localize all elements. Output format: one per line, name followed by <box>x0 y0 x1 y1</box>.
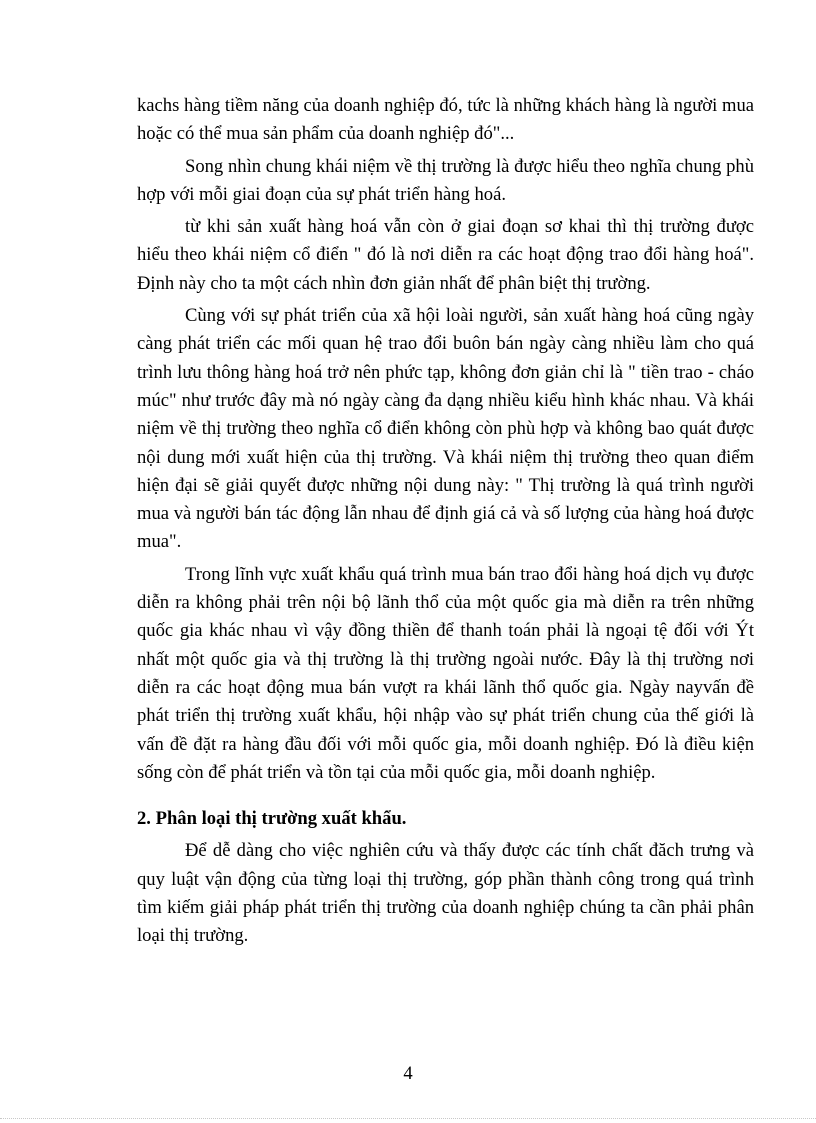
paragraph-classic-concept: từ khi sản xuất hàng hoá vẫn còn ở giai đoạn sơ khai thì thị trường được hiểu theo khái niệm cổ điển " đó là nơi diễn ra các hoạt động trao đổi hàng hoá". Định này cho ta một cách nhìn đơn giản nhất để phân biệt thị trường. <box>137 216 754 294</box>
section-heading: 2. Phân loại thị trường xuất khẩu. <box>137 808 407 830</box>
paragraph-general-concept: Song nhìn chung khái niệm về thị trường là được hiểu theo nghĩa chung phù hợp với mỗi giai đoạn của sự phát triển hàng hoá. <box>137 155 754 205</box>
paragraph-continuation: kachs hàng tiềm năng của doanh nghiệp đó, tức là những khách hàng là người mua hoặc có thể mua sản phẩm của doanh nghiệp đó"... <box>137 95 754 145</box>
page-divider <box>0 1118 816 1119</box>
paragraph-classification: Để dễ dàng cho việc nghiên cứu và thấy được các tính chất đăch trưng và quy luật vận động của từng loại thị trường, góp phần thành công trong quá trình tìm kiếm giải pháp phát triển thị trường của doanh nghiệp chúng ta cần phải phân loại thị trường. <box>137 840 754 947</box>
page-number: 4 <box>403 1063 413 1084</box>
paragraph-export-market: Trong lĩnh vực xuất khẩu quá trình mua bán trao đổi hàng hoá dịch vụ được diễn ra không phải trên nội bộ lãnh thổ của một quốc gia mà diễn ra trên những quốc gia khác nhau vì vậy đồng thiền để thanh toán phải là ngoại tệ đối với Ýt nhất một quốc gia và thị trường là thị trường ngoài nước. Đây là thị trường nơi diễn ra các hoạt động mua bán vượt ra khái lãnh thổ quốc gia. Ngày nayvấn đề phát triển thị trường xuất khẩu, hội nhập vào sự phát triển chung của thế giới là vấn đề đặt ra hàng đầu đối với mỗi quốc gia, mỗi doanh nghiệp. Đó là điều kiện sống còn để phát triển và tồn tại của mỗi quốc gia, mỗi doanh nghiệp. <box>137 563 754 783</box>
page-content <box>137 92 754 951</box>
paragraph-modern-concept: Cùng với sự phát triển của xã hội loài người, sản xuất hàng hoá cũng ngày càng phát triển các mối quan hệ trao đổi buôn bán ngày càng nhiều làm cho quá trình lưu thông hàng hoá trở nên phức tạp, không đơn giản chỉ là " tiền trao - cháo múc" như trước đây mà nó ngày càng đa dạng nhiều kiểu hình khác nhau. Và khái niệm về thị trường theo nghĩa cổ điển không còn phù hợp và không bao quát được nội dung mới xuất hiện của thị trường. Và khái niệm thị trường theo quan điểm hiện đại sẽ giải quyết được những nội dung này: " Thị trường là quá trình người mua và người bán tác động lẫn nhau để định giá cả và số lượng của hàng hoá được mua". <box>137 305 754 553</box>
